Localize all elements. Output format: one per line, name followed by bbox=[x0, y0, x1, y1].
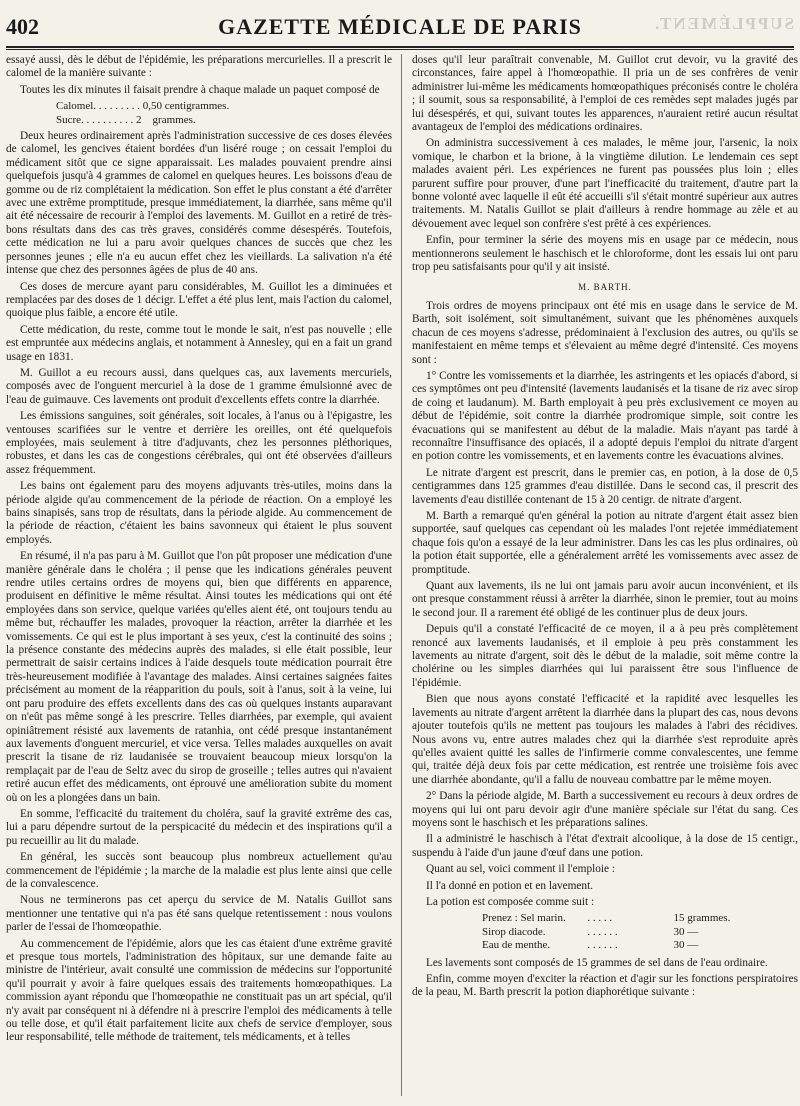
ingredient-name: Sirop diacode. bbox=[482, 925, 546, 938]
section-heading: M. BARTH. bbox=[578, 281, 632, 292]
page-number: 402 bbox=[6, 14, 39, 39]
leader-dots: . . . . . bbox=[587, 912, 613, 925]
potion-row bbox=[482, 926, 798, 939]
prescription-formula bbox=[56, 100, 392, 127]
journal-title: GAZETTE MÉDICALE DE PARIS bbox=[218, 14, 582, 39]
leader-dots: . . . . . . bbox=[587, 939, 618, 952]
header-rule bbox=[6, 46, 794, 50]
paragraph: 1° Contre les vomissements et la diarrhée, les astringents et les opiacés d'abord, si ces symptômes ont peu d'intensité (lavements laudanisés et la tisane de riz avec sirop de coing et laudanum). M. Barth employait à peu près exclusivement ce moyen au début de l'épidémie, soit contre la diarrhée prodromique simple, soit contre les évacuations qui se manifestent au début de la maladie. Mais n'ayant pas tardé à reconnaître l'insuffisance des opiacés, il a adopté depuis l'emploi du nitrate d'argent en potion contre les vomissements, et en lavements contre les évacuations alvines. bbox=[412, 369, 798, 463]
formula-line: Sucre. . . . . . . . . . 2 grammes. bbox=[56, 113, 196, 126]
paragraph: Trois ordres de moyens principaux ont été mis en usage dans le service de M. Barth, soit isolément, soit simultanément, suivant que les phénomènes auxquels chacun de ces moyens s'adresse, prédominaient à l'exclusion des autres, ou qu'ils se manifestaient en même temps et s'élevaient au même degré d'intensité. Ces moyens sont : bbox=[412, 299, 798, 366]
paragraph: Toutes les dix minutes il faisait prendre à chaque malade un paquet composé de bbox=[20, 83, 380, 96]
paragraph: Les bains ont également paru des moyens adjuvants très-utiles, moins dans la période algide qu'au commencement de la période de réaction. On a employé les bains sinapisés, sans trop de résultats, dans la période algide. Au commencement de la période de réaction, c'étaient les bains savonneux qui étaient le plus souvent employés. bbox=[6, 480, 392, 546]
ingredient-name: Eau de menthe. bbox=[482, 939, 551, 952]
paragraph: Cette médication, du reste, comme tout le monde le sait, n'est pas nouvelle ; elle est empruntée aux médecins anglais, et notamment à Annesley, qui en a fait un grand usage en 1831. bbox=[6, 323, 392, 363]
paragraph: La potion est composée comme suit : bbox=[426, 895, 595, 908]
column-separator bbox=[401, 54, 402, 1096]
potion-formula bbox=[482, 912, 798, 952]
paragraph: Le nitrate d'argent est prescrit, dans le premier cas, en potion, à la dose de 0,5 centigrammes dans 125 grammes d'eau distillée. Dans le second cas, il prescrit des lavements d'eau distillée contenant de 15 à 20 centigr. de nitrate d'argent. bbox=[412, 466, 798, 506]
paragraph: Nous ne terminerons pas cet aperçu du service de M. Natalis Guillot sans mentionner une tentative qui n'a pas été sans quelque retentissement : nous voulons parler de l'essai de l'homœopathie. bbox=[6, 894, 392, 934]
ingredient-quantity: 30 — bbox=[673, 939, 699, 952]
paragraph: Quant aux lavements, ils ne lui ont jamais paru avoir aucun inconvénient, et ils ont presque constamment réussi à arrêter la diarrhée, sinon le premier, tout au moins le second jour. Il a rarement été obligé de les continuer plus de deux jours. bbox=[412, 580, 798, 619]
left-column bbox=[6, 54, 392, 1098]
paragraph: Depuis qu'il a constaté l'efficacité de ce moyen, il a à peu près complètement renoncé aux lavements laudanisés, et il emploie à peu près constamment les lavements au nitrate d'argent, soit dès le début de la maladie, soit même contre la cholérine ou les simples diarrhées qui lui paraissent être sous l'influence de l'épidémie. bbox=[412, 623, 798, 689]
paragraph: M. Barth a remarqué qu'en général la potion au nitrate d'argent était assez bien supportée, sauf quelques cas cependant où les malades l'ont rejetée immédiatement chaque fois qu'on a essayé de la leur administrer. Dans les cas les plus ordinaires, où la potion était supportée, elle a généralement arrêté les vomissements avec assez de promptitude. bbox=[412, 510, 798, 576]
formula-line: Calomel. . . . . . . . . 0,50 centigrammes. bbox=[56, 100, 230, 113]
paragraph: Enfin, comme moyen d'exciter la réaction et d'agir sur les fonctions perspiratoires de la peau, M. Barth prescrit la potion diaphorétique suivante : bbox=[412, 973, 798, 999]
paragraph: doses qu'il leur paraîtrait convenable, M. Guillot crut devoir, vu la gravité des circonstances, faire appel à l'homœopathie. Il pria un de ses confrères de venir administrer lui-même les médicaments homœopathiques préconisés contre le choléra ; il soumit, sous sa responsabilité, à l'emploi de ces remèdes sept malades jugés par lui désespérés, et qui, suivant toutes les apparences, n'auraient retiré aucun résultat avantageux de l'emploi des médications ordinaires. bbox=[412, 54, 798, 134]
bleed-through-header: SUPPLÉMENT. bbox=[652, 14, 794, 33]
ingredient-quantity: 15 grammes. bbox=[673, 912, 731, 925]
paragraph: essayé aussi, dès le début de l'épidémie, les préparations mercurielles. Il a prescrit le calomel de la manière suivante : bbox=[6, 54, 392, 80]
paragraph: En général, les succès sont beaucoup plus nombreux actuellement qu'au commencement de l'épidémie ; la marche de la maladie est plus lente ainsi que celle de la convalescence. bbox=[6, 851, 392, 890]
paragraph: M. Guillot a eu recours aussi, dans quelques cas, aux lavements mercuriels, composés avec de l'onguent mercuriel à la dose de 1 gramme émulsionné avec de l'eau de guimauve. Ces lavements ont produit d'excellents effets contre la diarrhée. bbox=[6, 366, 392, 406]
leader-dots: . . . . . . bbox=[587, 925, 618, 938]
paragraph: En somme, l'efficacité du traitement du choléra, sauf la gravité extrême des cas, lui a paru dépendre surtout de la perspicacité du médecin et des inspirations qu'il a pu recueillir au lit du malade. bbox=[6, 807, 392, 847]
paragraph: Il a administré le haschisch à l'état d'extrait alcoolique, à la dose de 15 centigr., suspendu à l'aide d'un jaune d'œuf dans une potion. bbox=[412, 833, 798, 859]
paragraph: Au commencement de l'épidémie, alors que les cas étaient d'une extrême gravité et presque tous mortels, l'administration des hôpitaux, sur une demande faite au ministre de l'intérieur, avait consulté une commission de médecins sur l'opportunité qu'il pourrait y avoir à faire quelques essais des traitements homœopathiques. La commission ayant répondu que l'homœopathie ne constituait pas un art spécial, qu'il n'y avait par conséquent ni à défendre ni à prescrire l'emploi des médicaments à telle ou telle dose, et qu'il était parfaitement licite aux chefs de service d'employer, sous leur responsabilité, telle méthode de traitement, tels médicaments, et à telles bbox=[6, 937, 392, 1044]
paragraph: En résumé, il n'a pas paru à M. Guillot que l'on pût proposer une médication d'une manière générale dans le choléra ; il pense que les indications générales peuvent rendre utiles certains ordres de moyens qui, bien que différents en apparence, produisent en définitive le même résultat. Ainsi toutes les médications qui ont été employées dans son service, quelque variées qu'elles aient été, ont toujours tendu au même but, réchauffer les malades, provoquer la réaction, arrêter la diarrhée et les vomissements. Ce qui est le plus important à ses yeux, c'est la continuité des soins ; la présence constante des médecins auprès des malades, si elle était possible, leur permettrait de saisir certains indices à l'aide desquels toute médication pourrait être très-heureusement modifiée à l'avantage des malades. Ainsi certaines saignées faites précisément au moment de la réapparition du pouls, soit à l'anus, soit à la veine, lui ont paru produire des effets excellents dans des cas où quelques instants auparavant on n'eût pas même songé à les prescrire. Telles diarrhées, par exemple, qui avaient opiniâtrement résisté aux lavements de ratanhia, ont cédé presque instantanément aux lavements d'onguent mercuriel, et vice versa. Telles malades auxquelles on avait prescrit la tisane de riz laudanisée se trouvaient beaucoup mieux lorsqu'on la remplaçait par de l'eau de Seltz avec du sirop de groseille ; telles autres qui n'avaient retiré aucun effet des médicaments, ont éprouvé une amélioration subite du moment où on les a plongées dans un bain. bbox=[6, 550, 392, 804]
paragraph: Ces doses de mercure ayant paru considérables, M. Guillot les a diminuées et remplacées par des doses de 1 décigr. L'effet a été plus lent, mais l'action du calomel, quoique plus faible, a encore été utile. bbox=[6, 280, 392, 320]
paragraph: On administra successivement à ces malades, le même jour, l'arsenic, la noix vomique, le charbon et la brione, à la vingtième dilution. Le lendemain ces sept malades avaient péri. Les expériences ne furent pas poussées plus loin ; elles parurent suffire pour prouver, d'une part l'inefficacité du traitement, d'autre part la bonne volonté avec laquelle il eût été accueilli s'il s'était montré supérieur aux autres traitements. M. Natalis Guillot se plait d'ailleurs à rendre hommage au zèle et au dévouement avec lequel son confrère s'est prêté à ces expériences. bbox=[412, 137, 798, 230]
paragraph: Bien que nous ayons constaté l'efficacité et la rapidité avec lesquelles les lavements au nitrate d'argent arrêtent la diarrhée dans la plupart des cas, nous devons ajouter toutefois qu'ils ne mettent pas toujours les malades à l'abri des récidives. Nous avons vu, entre autres malades chez qui la diarrhée s'est reproduite après qu'elles avaient quitté les salles de l'infirmerie comme convalescentes, une femme qui, traitée déjà deux fois par cette médication, est rentrée une troisième fois avec une diarrhée abondante, qu'il a fallu de nouveau combattre par le même moyen. bbox=[412, 693, 798, 786]
right-column bbox=[412, 54, 798, 1098]
potion-row bbox=[482, 912, 798, 925]
paragraph: Deux heures ordinairement après l'administration successive de ces doses élevées de calomel, les gencives étaient bordées d'un liséré rouge ; on cessait l'emploi du médicament sitôt que ce signe apparaissait. Les malades pouvaient prendre ainsi quelquefois jusqu'à 4 grammes de calomel en quelques heures. Les boissons d'eau de gomme ou de riz complétaient la médication. Son effet le plus constant a été d'arrêter avec une extrême promptitude, presque immédiatement, la diarrhée, sans même qu'il ait été nécessaire de recourir à l'emploi des lavements. M. Guillot en a retiré de très-bons résultats dans des cas très graves, considérés comme désespérés. Toutefois, cette médication ne lui a paru avoir quelques chances de succès que chez les personnes jeunes ; elle n'a eu aucun effet chez les vieillards. La salivation n'a été intense que chez des personnes âgées de plus de 40 ans. bbox=[6, 130, 392, 277]
paragraph: Les émissions sanguines, soit générales, soit locales, à l'anus ou à l'épigastre, les ventouses scarifiées sur le ventre et derrière les oreilles, ont été quelquefois employées, mais seulement à titre d'adjuvants, chez les personnes pléthoriques, robustes, et dans les cas de congestions cérébrales, qui ont été observées d'ailleurs assez fréquemment. bbox=[6, 410, 392, 476]
paragraph: Quant au sel, voici comment il l'emploie : bbox=[426, 863, 616, 876]
ingredient-name: Prenez : Sel marin. bbox=[482, 912, 566, 925]
paragraph: Les lavements sont composés de 15 grammes de sel dans de l'eau ordinaire. bbox=[426, 956, 768, 969]
paragraph: Enfin, pour terminer la série des moyens mis en usage par ce médecin, nous mentionnerons seulement le haschisch et le chloroforme, dont les essais lui ont paru trop peu satisfaisants pour qu'il y ait insisté. bbox=[412, 234, 798, 274]
potion-row bbox=[482, 939, 798, 952]
paragraph: Il l'a donné en potion et en lavement. bbox=[426, 879, 594, 892]
ingredient-quantity: 30 — bbox=[673, 925, 699, 938]
paragraph: 2° Dans la période algide, M. Barth a successivement eu recours à deux ordres de moyens qui lui ont paru devoir agir d'une manière spéciale sur l'état du sang. Ces moyens sont le haschisch et les préparations salines. bbox=[412, 790, 798, 829]
page-header bbox=[6, 14, 794, 44]
